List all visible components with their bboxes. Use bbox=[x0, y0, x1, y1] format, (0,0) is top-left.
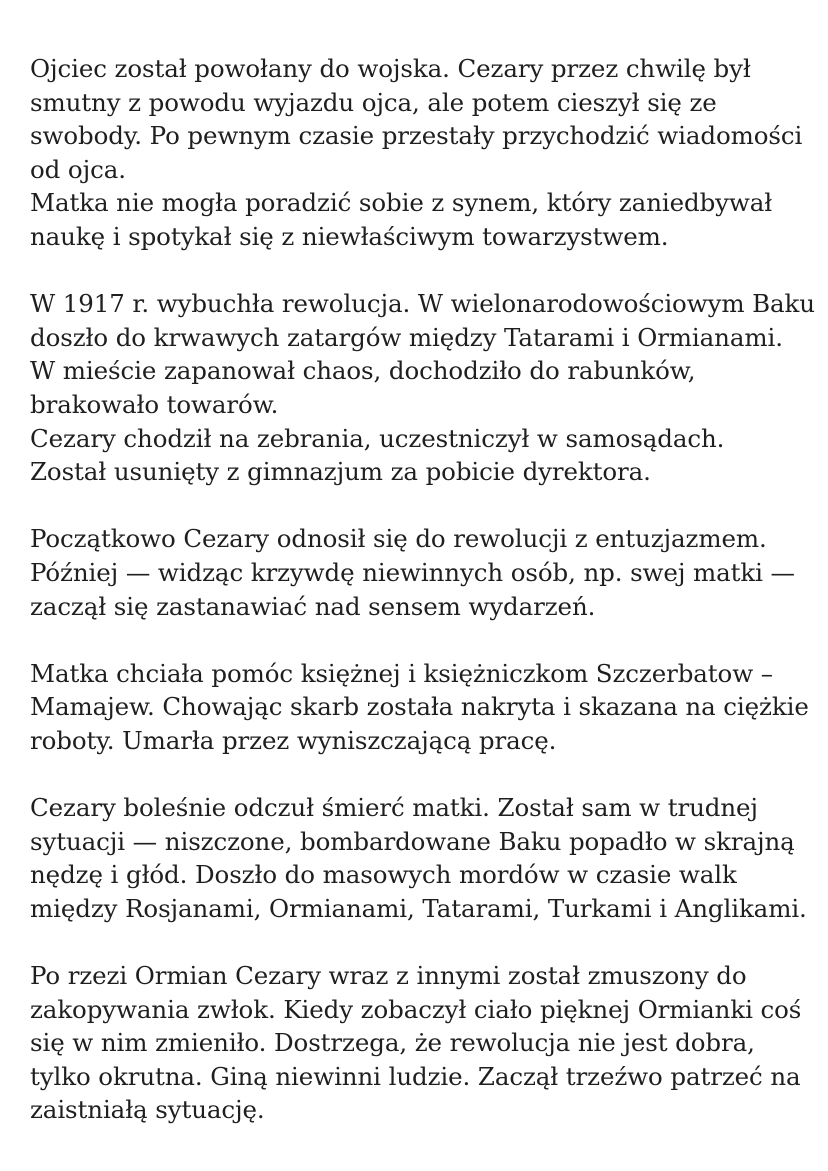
text-line: W 1917 r. wybuchła rewolucja. W wielonarodowościowym Baku bbox=[30, 289, 815, 319]
text-line: sytuacji — niszczone, bombardowane Baku popadło w skrajną bbox=[30, 826, 795, 856]
text-line: W mieście zapanował chaos, dochodziło do rabunków, bbox=[30, 356, 696, 386]
text-line: Cezary boleśnie odczuł śmierć matki. Został sam w trudnej bbox=[30, 793, 758, 823]
text-line: zaistniałą sytuację. bbox=[30, 1095, 265, 1125]
text-line: Matka nie mogła poradzić sobie z synem, który zaniedbywał bbox=[30, 188, 773, 218]
text-line: swobody. Po pewnym czasie przestały przychodzić wiadomości bbox=[30, 121, 803, 151]
paragraph-3 bbox=[30, 522, 820, 623]
text-line: brakowało towarów. bbox=[30, 389, 279, 419]
text-line: nędzę i głód. Doszło do masowych mordów w czasie walk bbox=[30, 860, 737, 890]
document-page bbox=[30, 52, 820, 1161]
text-line: Początkowo Cezary odnosił się do rewolucji z entuzjazmem. bbox=[30, 524, 767, 554]
text-line: tylko okrutna. Giną niewinni ludzie. Zaczął trzeźwo patrzeć na bbox=[30, 1061, 801, 1091]
text-line: smutny z powodu wyjazdu ojca, ale potem cieszył się ze bbox=[30, 87, 717, 117]
text-line: zakopywania zwłok. Kiedy zobaczył ciało pięknej Ormianki coś bbox=[30, 994, 802, 1024]
text-line: doszło do krwawych zatargów między Tatarami i Ormianami. bbox=[30, 322, 783, 352]
text-line: od ojca. bbox=[30, 154, 126, 184]
text-line: Został usunięty z gimnazjum za pobicie dyrektora. bbox=[30, 457, 651, 487]
paragraph-5 bbox=[30, 791, 820, 925]
text-line: Mamajew. Chowając skarb została nakryta i skazana na ciężkie bbox=[30, 692, 809, 722]
text-line: roboty. Umarła przez wyniszczającą pracę. bbox=[30, 725, 557, 755]
text-line: zaczął się zastanawiać nad sensem wydarzeń. bbox=[30, 591, 596, 621]
paragraph-4 bbox=[30, 657, 820, 758]
text-line: Później — widząc krzywdę niewinnych osób, np. swej matki — bbox=[30, 557, 795, 587]
text-line: się w nim zmieniło. Dostrzega, że rewolucja nie jest dobra, bbox=[30, 1028, 755, 1058]
text-line: między Rosjanami, Ormianami, Tatarami, Turkami i Anglikami. bbox=[30, 893, 807, 923]
text-line: Matka chciała pomóc księżnej i księżniczkom Szczerbatow – bbox=[30, 658, 773, 688]
text-line: Cezary chodził na zebrania, uczestniczył w samosądach. bbox=[30, 423, 725, 453]
paragraph-6 bbox=[30, 959, 820, 1127]
text-line: Po rzezi Ormian Cezary wraz z innymi został zmuszony do bbox=[30, 961, 747, 991]
text-line: naukę i spotykał się z niewłaściwym towarzystwem. bbox=[30, 221, 669, 251]
paragraph-2 bbox=[30, 287, 820, 489]
paragraph-1 bbox=[30, 52, 820, 254]
text-line: Ojciec został powołany do wojska. Cezary przez chwilę był bbox=[30, 54, 751, 83]
